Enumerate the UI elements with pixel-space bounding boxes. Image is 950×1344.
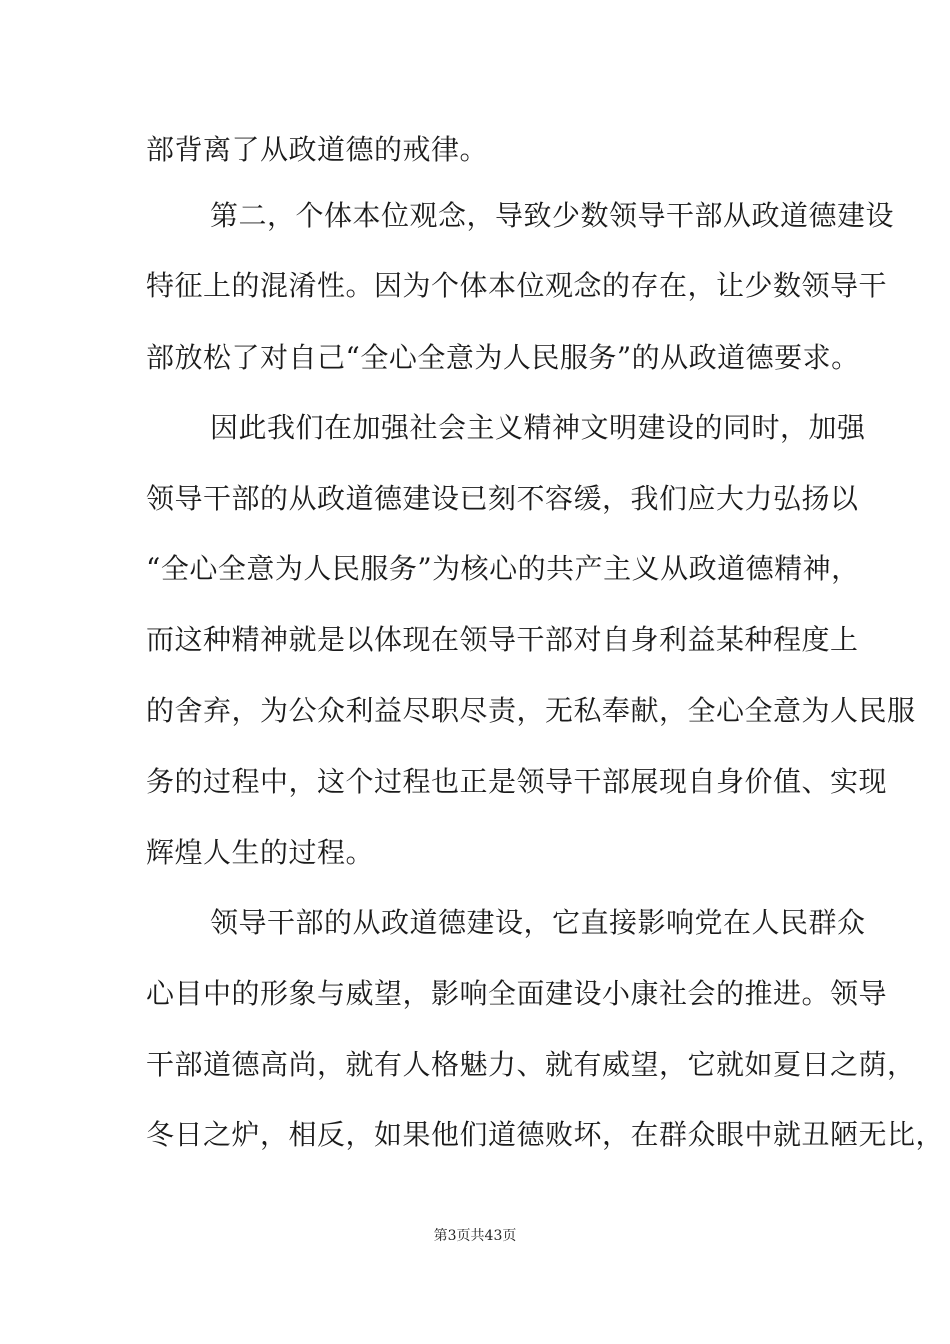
text-line: 部放松了对自己“全心全意为人民服务”的从政道德要求。 bbox=[146, 341, 860, 374]
text-line: 特征上的混淆性。因为个体本位观念的存在，让少数领导干 bbox=[146, 269, 888, 302]
text-line: 干部道德高尚，就有人格魅力、就有威望，它就如夏日之荫， bbox=[146, 1048, 916, 1081]
text-line: 冬日之炉，相反，如果他们道德败坏，在群众眼中就丑陋无比， bbox=[146, 1118, 945, 1151]
text-line: 部背离了从政道德的戒律。 bbox=[146, 133, 489, 166]
paragraph-start-line: 领导干部的从政道德建设，它直接影响党在人民群众 bbox=[210, 906, 866, 939]
text-line: 心目中的形象与威望，影响全面建设小康社会的推进。领导 bbox=[146, 977, 888, 1010]
text-line: “全心全意为人民服务”为核心的共产主义从政道德精神， bbox=[146, 552, 860, 585]
text-line: 务的过程中，这个过程也正是领导干部展现自身价值、实现 bbox=[146, 765, 888, 798]
paragraph-start-line: 第二，个体本位观念，导致少数领导干部从政道德建设 bbox=[210, 199, 895, 232]
text-line: 辉煌人生的过程。 bbox=[146, 836, 375, 869]
page-number-footer: 第3页共43页 bbox=[433, 1228, 517, 1244]
paragraph-start-line: 因此我们在加强社会主义精神文明建设的同时，加强 bbox=[210, 411, 866, 444]
text-line: 的舍弃，为公众利益尽职尽责，无私奉献，全心全意为人民服 bbox=[146, 694, 916, 727]
text-line: 领导干部的从政道德建设已刻不容缓，我们应大力弘扬以 bbox=[146, 482, 859, 515]
text-line: 而这种精神就是以体现在领导干部对自身利益某种程度上 bbox=[146, 623, 859, 656]
